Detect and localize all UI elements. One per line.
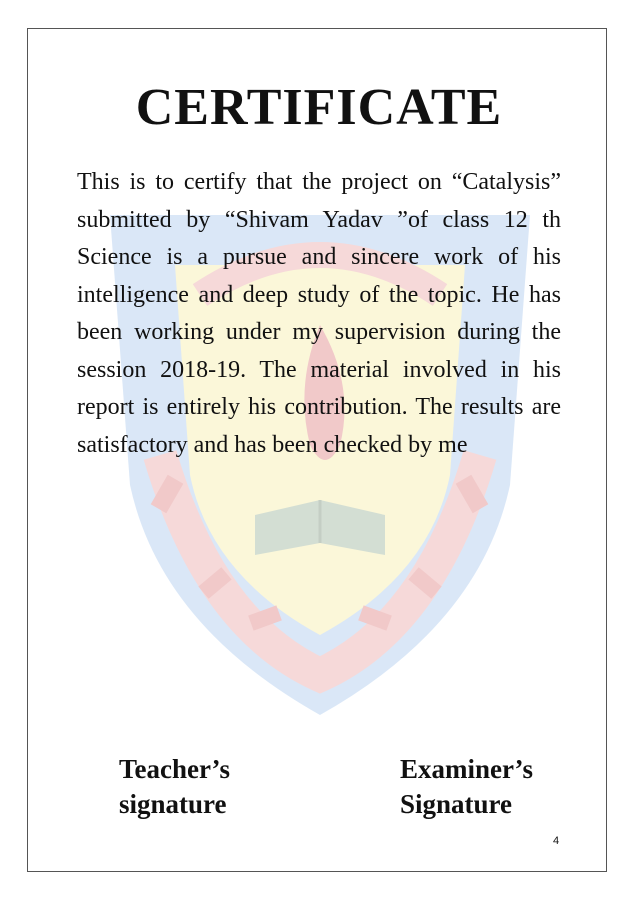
- teacher-signature-label: [119, 752, 230, 822]
- teacher-signature-line2: signature: [119, 789, 227, 819]
- teacher-signature-line1: Teacher’s: [119, 754, 230, 784]
- certificate-body: This is to certify that the project on “Catalysis” submitted by “Shivam Yadav ”of class 12 th Science is a pursue and sincere work of his intelligence and deep study of the topic. He has been working under my supervision during the session 2018-19. The material involved in his report is entirely his contribution. The results are satisfactory and has been checked by me: [77, 169, 561, 458]
- examiner-signature-line1: Examiner’s: [400, 754, 533, 784]
- examiner-signature-label: [400, 752, 533, 822]
- page-number: 4: [553, 835, 560, 847]
- certificate-title: CERTIFICATE: [135, 79, 503, 136]
- examiner-signature-line2: Signature: [400, 789, 513, 819]
